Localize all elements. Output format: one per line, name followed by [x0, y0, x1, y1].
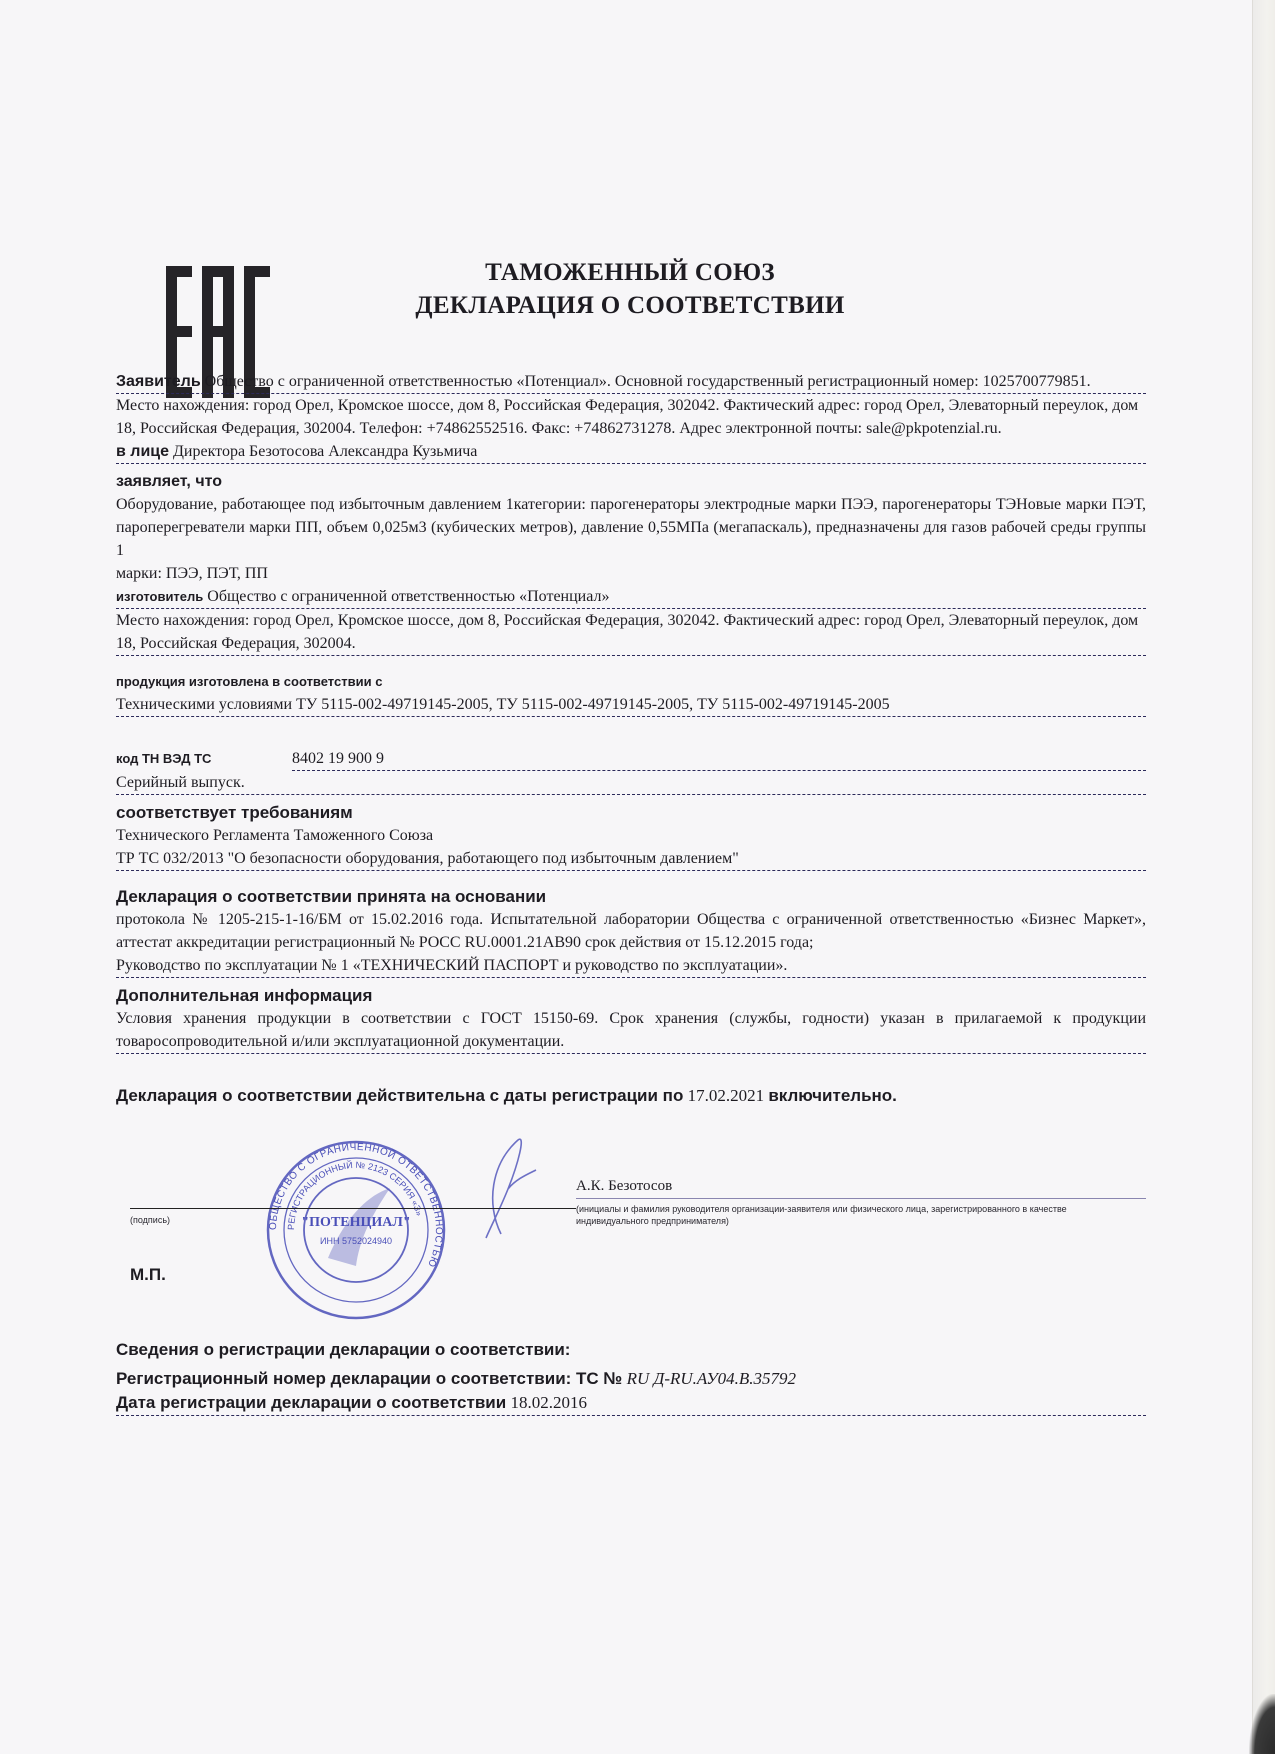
validity-date: 17.02.2021 — [687, 1086, 765, 1105]
manufacturer-address-line-1: Место нахождения: город Орел, Кромское шоссе, дом 8, Российская Федерация, 302042. Фактический адрес: город Орел, — [116, 612, 945, 629]
product-line-1: Оборудование, работающее под избыточным давлением 1категории: парогенераторы электродные марки ПЭЭ, — [116, 496, 878, 513]
complies-label: соответствует требованиям — [116, 803, 353, 822]
manufacturer-address-block — [116, 609, 1146, 656]
tn-ved-label: код ТН ВЭД ТС — [116, 751, 212, 766]
handwritten-signature — [456, 1134, 546, 1244]
represented-by-row — [116, 440, 1146, 464]
signer-caption-line-2: индивидуального предпринимателя) — [576, 1216, 729, 1226]
complies-line-2: ТР ТС 032/2013 "О безопасности оборудования, работающего под избыточным давлением" — [116, 847, 1146, 871]
registration-number-label: Регистрационный номер декларации о соответствии: ТС № — [116, 1369, 623, 1388]
basis-text — [116, 908, 1146, 954]
basis-line-2: ответственностью «Бизнес Маркет», аттестат аккредитации регистрационный № POCC RU.0001.21AB90 срок действия от — [116, 911, 1147, 951]
registration-heading: Сведения о регистрации декларации о соответствии: — [116, 1340, 571, 1359]
manufacturer-name: Общество с ограниченной ответственностью «Потенциал» — [207, 588, 610, 605]
stamp-ring-inner: РЕГИСТРАЦИОННЫЙ № 2123 СЕРИЯ «З» — [285, 1159, 425, 1231]
signer-caption-line-1: (инициалы и фамилия руководителя организации-заявителя или физического лица, зарегистрированного в качестве — [576, 1204, 1067, 1214]
sign-caption: (подпись) — [130, 1215, 171, 1225]
registration-date-value: 18.02.2016 — [510, 1393, 587, 1412]
stamp-bottom-number: ИНН 5752024940 — [319, 1236, 393, 1246]
product-line-2: парогенераторы ТЭНовые марки ПЭТ, пароперегреватели марки ПП, объем 0,025м3 (кубических метров), давление — [116, 496, 1147, 536]
additional-label: Дополнительная информация — [116, 986, 373, 1005]
title-declaration: ДЕКЛАРАЦИЯ О СООТВЕТСТВИИ — [415, 292, 845, 319]
validity-suffix: включительно. — [768, 1086, 897, 1105]
scan-corner-shadow — [1249, 1694, 1275, 1754]
represented-label: в лице — [116, 443, 170, 460]
tn-ved-value: 8402 19 900 9 — [292, 747, 1146, 771]
signature-zone — [116, 1134, 1146, 1324]
applicant-email-line: электронной почты: sale@pkpotenzial.ru. — [725, 420, 1002, 437]
serial-release: Серийный выпуск. — [116, 771, 1146, 795]
signer-name: А.К. Безотосов — [576, 1176, 1146, 1199]
registration-date-row — [116, 1391, 1146, 1416]
additional-text — [116, 1007, 1146, 1054]
stamp-center-text: "ПОТЕНЦИАЛ" — [301, 1215, 411, 1230]
validity-prefix: Декларация о соответствии действительна с даты регистрации по — [116, 1086, 684, 1105]
product-description — [116, 493, 1146, 562]
complies-line-1: Технического Регламента Таможенного Союза — [116, 827, 434, 844]
applicant-ogrn: номер: 1025700779851. — [932, 373, 1091, 390]
additional-line-1: Условия хранения продукции в соответствии с ГОСТ 15150-69. Срок хранения (службы, годности) указан в прилагаемой к — [116, 1010, 1062, 1027]
declares-label: заявляет, что — [116, 473, 222, 490]
signature-line — [130, 1208, 576, 1209]
manufacturer-label: изготовитель — [116, 589, 204, 604]
applicant-address-line-2: Элеваторный переулок, дом 18, Российская Федерация, 302004. Телефон: +74862552516. Факс: +74862731278. Адрес — [116, 397, 1139, 437]
manufacturer-row — [116, 585, 1146, 609]
applicant-label: Заявитель — [116, 373, 201, 390]
additional-line-2: продукции товаросопроводительной и/или эксплуатационной документации. — [116, 1010, 1147, 1050]
stamp-ring-outer: ОБЩЕСТВО С ОГРАНИЧЕННОЙ ОТВЕТСТВЕННОСТЬЮ — [267, 1141, 445, 1269]
product-brands: марки: ПЭЭ, ПЭТ, ПП — [116, 565, 268, 582]
basis-line-4: Руководство по эксплуатации № 1 «ТЕХНИЧЕСКИЙ ПАСПОРТ и руководство по эксплуатации». — [116, 954, 1146, 978]
scanned-page-edge — [1252, 0, 1275, 1754]
basis-label: Декларация о соответствии принята на основании — [116, 887, 547, 906]
produced-per-value: Техническими условиями ТУ 5115-002-49719145-2005, ТУ 5115-002-49719145-2005, ТУ 5115-002-49719145-2005 — [116, 693, 1146, 717]
registration-number-row — [116, 1367, 1146, 1391]
basis-line-3: 15.12.2015 года; — [704, 934, 814, 951]
signer-caption — [576, 1203, 1146, 1227]
registration-date-label: Дата регистрации декларации о соответствии — [116, 1393, 507, 1412]
applicant-address-block — [116, 394, 1146, 440]
title-customs-union: ТАМОЖЕННЫЙ СОЮЗ — [485, 259, 775, 286]
document-title — [370, 256, 890, 322]
registration-number-value: RU Д-RU.АУ04.В.35792 — [626, 1369, 797, 1388]
tn-ved-row — [116, 747, 1146, 771]
company-stamp — [266, 1140, 446, 1320]
declaration-body — [116, 370, 1146, 1416]
applicant-address-line-1: Место нахождения: город Орел, Кромское шоссе, дом 8, Российская Федерация, 302042. Фактический адрес: город Орел, — [116, 397, 945, 414]
produced-per-label: продукция изготовлена в соответствии с — [116, 674, 383, 689]
signer-block — [576, 1176, 1146, 1227]
product-line-3: 0,55МПа (мегапаскаль), предназначены для газов рабочей среды группы 1 — [116, 519, 1147, 559]
seal-place: М.П. — [130, 1265, 166, 1284]
manufacturer-address-line-2: Элеваторный переулок, дом 18, Российская Федерация, 302004. — [116, 612, 1139, 652]
applicant-block — [116, 370, 1146, 394]
validity-row — [116, 1084, 1146, 1108]
applicant-name: Общество с ограниченной ответственностью «Потенциал». Основной государственный регистрационный — [204, 373, 929, 390]
represented-value: Директора Безотосова Александра Кузьмича — [173, 443, 478, 460]
basis-line-1: протокола № 1205-215-1-16/БМ от 15.02.2016 года. Испытательной лаборатории Общества с ограниченной — [116, 911, 883, 928]
